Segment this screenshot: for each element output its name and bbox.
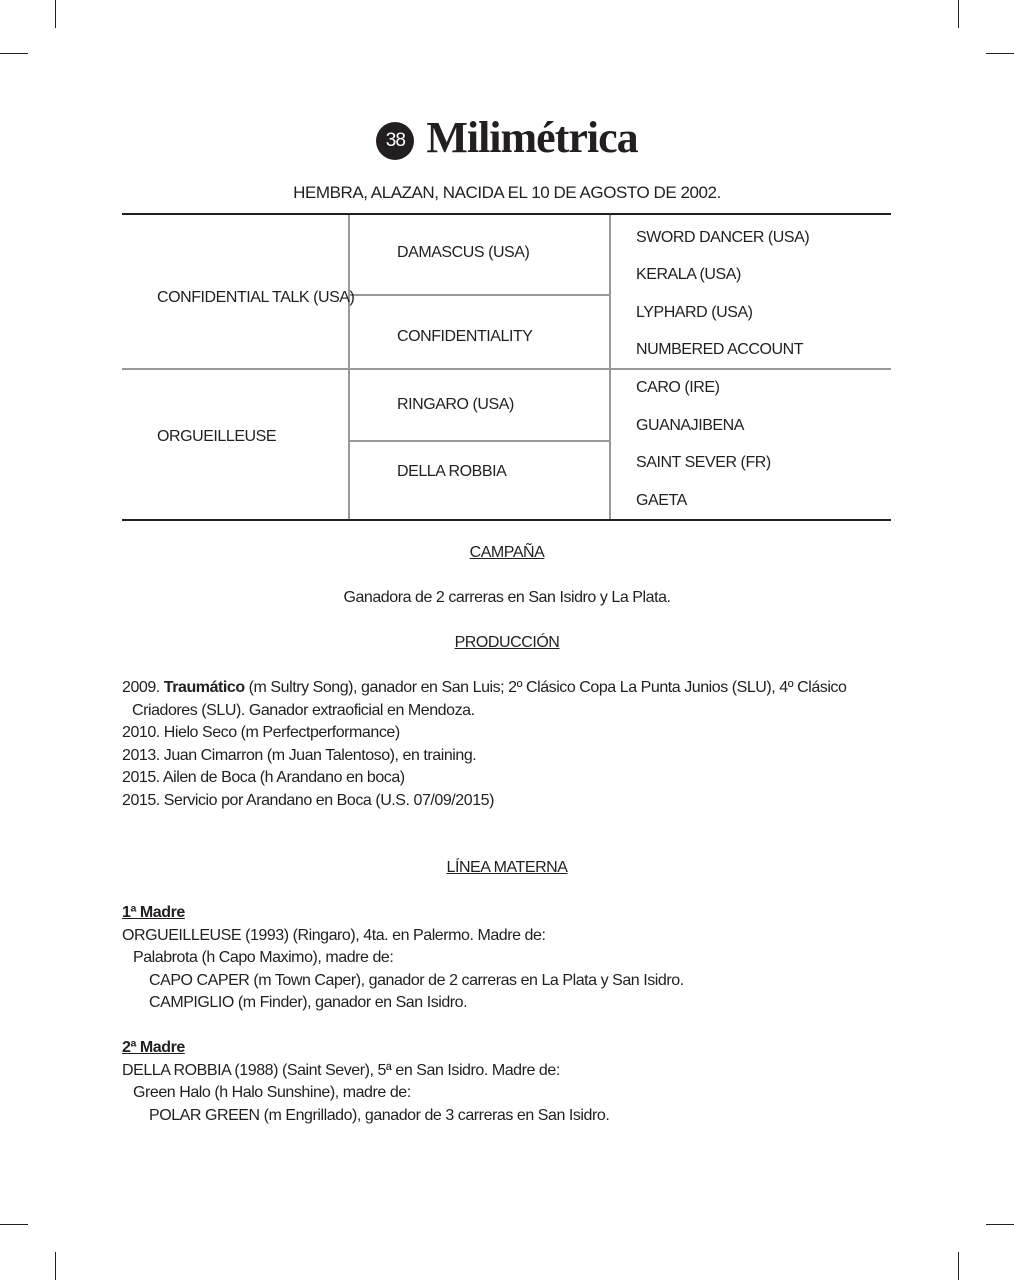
page-title [0,112,1014,163]
production-item: 2009. Traumático (m Sultry Song), ganador en San Luis; 2º Clásico Copa La Punta Junios (SLU), 4º Clásico [122,679,847,696]
crop-mark [55,0,56,28]
sire: CONFIDENTIAL TALK (USA) [157,289,355,306]
campaign-heading: CAMPAÑA [469,544,545,561]
divider [349,294,610,296]
crop-mark [0,53,28,54]
production-item: 2015. Servicio por Arandano en Boca (U.S. 07/09/2015) [122,792,494,809]
maternal-heading: LÍNEA MATERNA [446,859,568,876]
campaign-text: Ganadora de 2 carreras en San Isidro y La Plata. [343,589,671,606]
first-dam-line: Palabrota (h Capo Maximo), madre de: [133,949,394,966]
production-item: 2015. Ailen de Boca (h Arandano en boca) [122,769,405,786]
divider [349,440,610,442]
ancestor: CARO (IRE) [636,379,720,396]
crop-mark [986,1224,1014,1225]
second-dam-heading: 2ª Madre [122,1039,185,1056]
ancestor: KERALA (USA) [636,266,741,283]
first-dam-line: ORGUEILLEUSE (1993) (Ringaro), 4ta. en Palermo. Madre de: [122,927,546,944]
divider [609,215,611,519]
ancestor: LYPHARD (USA) [636,304,753,321]
second-dam-line: Green Halo (h Halo Sunshine), madre de: [133,1084,411,1101]
second-dam-line: DELLA ROBBIA (1988) (Saint Sever), 5ª en San Isidro. Madre de: [122,1062,560,1079]
ancestor: SWORD DANCER (USA) [636,229,810,246]
divider [122,368,891,370]
crop-mark [55,1252,56,1280]
table-bottom-border [122,519,891,521]
production-item: 2010. Hielo Seco (m Perfectperformance) [122,724,400,741]
ancestor: NUMBERED ACCOUNT [636,341,804,358]
production-item: 2013. Juan Cimarron (m Juan Talentoso), en training. [122,747,477,764]
first-dam-line: CAPO CAPER (m Town Caper), ganador de 2 carreras en La Plata y San Isidro. [149,972,684,989]
ancestor: SAINT SEVER (FR) [636,454,771,471]
production-heading: PRODUCCIÓN [454,634,560,651]
crop-mark [958,1252,959,1280]
second-dam-line: POLAR GREEN (m Engrillado), ganador de 3 carreras en San Isidro. [149,1107,610,1124]
dam-dam: DELLA ROBBIA [397,463,507,480]
horse-name: Milimétrica [426,113,638,162]
first-dam-line: CAMPIGLIO (m Finder), ganador en San Isidro. [149,994,468,1011]
dam-sire: RINGARO (USA) [397,396,514,413]
crop-mark [958,0,959,28]
dam: ORGUEILLEUSE [157,428,277,445]
table-top-border [122,213,891,215]
crop-mark [0,1224,28,1225]
production-item-continued: Criadores (SLU). Ganador extraoficial en Mendoza. [132,702,475,719]
sire-sire: DAMASCUS (USA) [397,244,530,261]
ancestor: GAETA [636,492,687,509]
lot-number-badge: 38 [376,122,414,160]
first-dam-heading: 1ª Madre [122,904,185,921]
crop-mark [986,53,1014,54]
ancestor: GUANAJIBENA [636,417,744,434]
sire-dam: CONFIDENTIALITY [397,328,533,345]
horse-description: HEMBRA, ALAZAN, NACIDA EL 10 DE AGOSTO DE 2002. [293,183,721,202]
divider [348,215,350,519]
